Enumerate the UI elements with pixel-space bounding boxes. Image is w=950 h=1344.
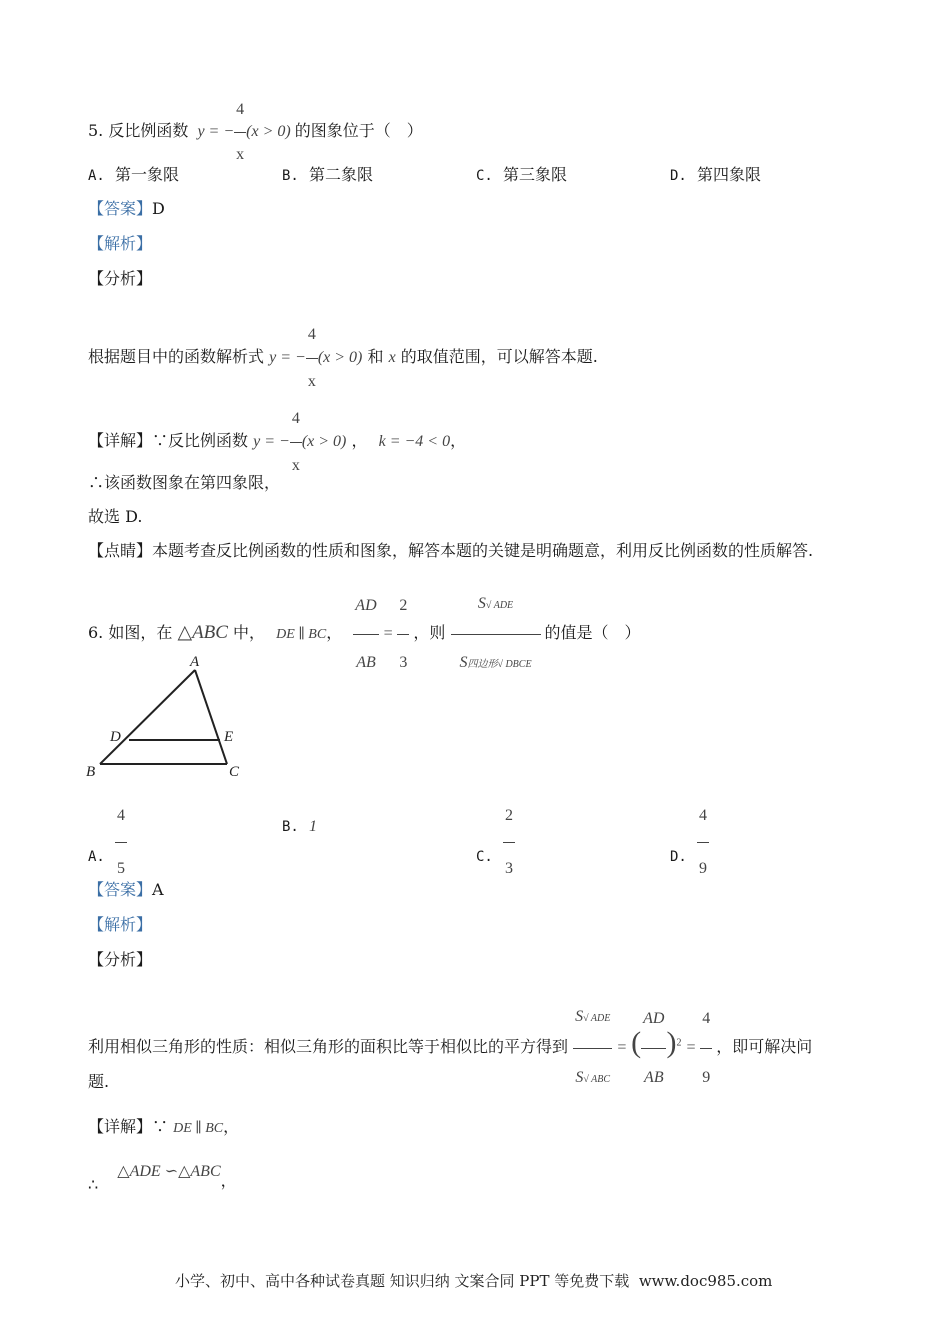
q5-answer: 【答案】D — [88, 199, 165, 218]
q5-option-b: B. 第二象限 — [282, 165, 374, 184]
q6-option-b: B. 1 — [282, 818, 318, 835]
q5-option-a: A. 第一象限 — [88, 165, 180, 184]
q6-analysis-tag: 【解析】 — [88, 915, 153, 934]
q6-stem: 6. 如图，在 △ABC 中， DE ∥ BC， $\frac{AD}{AB}$ = $\frac{2}{3}$ ，则 $\frac{\text{S√ ADE}}{\text{S四边形√ DBCE}}$ 的值是（ ） — [88, 576, 641, 632]
q5-option-d: D. 第四象限 — [670, 165, 762, 184]
footer-site-link[interactable]: www.doc985.com — [638, 1272, 773, 1290]
q6-similar-line: ∴ △ADE ∽△ABC， — [88, 1163, 237, 1194]
q5-analysis-tag: 【解析】 — [88, 234, 153, 253]
q5-formula: y = − $\frac{4}{x}$ (x > 0) — [197, 123, 294, 140]
q6-option-a: A. $\frac{4}{5}$ — [88, 790, 127, 842]
q5-fenxi-line: 根据题目中的函数解析式 y = − $\frac{4}{x}$ (x > 0) 和 x 的取值范围，可以解答本题. — [88, 312, 598, 358]
label-c: C — [229, 764, 240, 780]
q6-fenxi-wrap: 题. — [88, 1072, 110, 1091]
q5-stem-suffix: 的图象位于（ ） — [294, 121, 423, 141]
q5-stem — [88, 88, 423, 163]
q5-stem-prefix: 5. 反比例函数 — [88, 121, 189, 141]
label-e: E — [224, 729, 234, 745]
label-a: A — [190, 654, 200, 670]
q6-triangle-figure — [82, 652, 252, 782]
q6-option-c: C. $\frac{2}{3}$ — [476, 790, 515, 842]
q6-detail-line: 【详解】∵ DE ∥ BC， — [88, 1117, 240, 1136]
q6-fenxi-line: 利用相似三角形的性质：相似三角形的面积比等于相似比的平方得到 $\frac{\text{S√ ADE}}{\text{S√ ABC}}$ = ( $\frac{AD}{AB}$ )$^2$ = $\frac{4}{9}$ ，即可解决问 — [88, 988, 812, 1046]
q5-therefore: ∴该函数图象在第四象限， — [88, 473, 281, 492]
q5-detail-line: 【详解】∵反比例函数 y = − $\frac{4}{x}$ (x > 0) ， k = −4 < 0， — [88, 396, 466, 442]
q6-answer: 【答案】A — [88, 880, 164, 899]
q5-option-c: C. 第三象限 — [476, 165, 568, 184]
q6-option-d: D. $\frac{4}{9}$ — [670, 790, 709, 842]
label-d: D — [110, 729, 121, 745]
q6-fenxi-tag: 【分析】 — [88, 950, 153, 969]
q5-choose: 故选 D. — [88, 507, 143, 526]
page-footer: 小学、初中、高中各种试卷真题 知识归纳 文案合同 PPT 等免费下载 www.doc985.com — [175, 1272, 773, 1290]
label-b: B — [86, 764, 96, 780]
q5-fenxi-tag: 【分析】 — [88, 269, 153, 288]
q5-comment: 【点睛】本题考查反比例函数的性质和图象，解答本题的关键是明确题意，利用反比例函数的性质解答. — [88, 541, 814, 560]
